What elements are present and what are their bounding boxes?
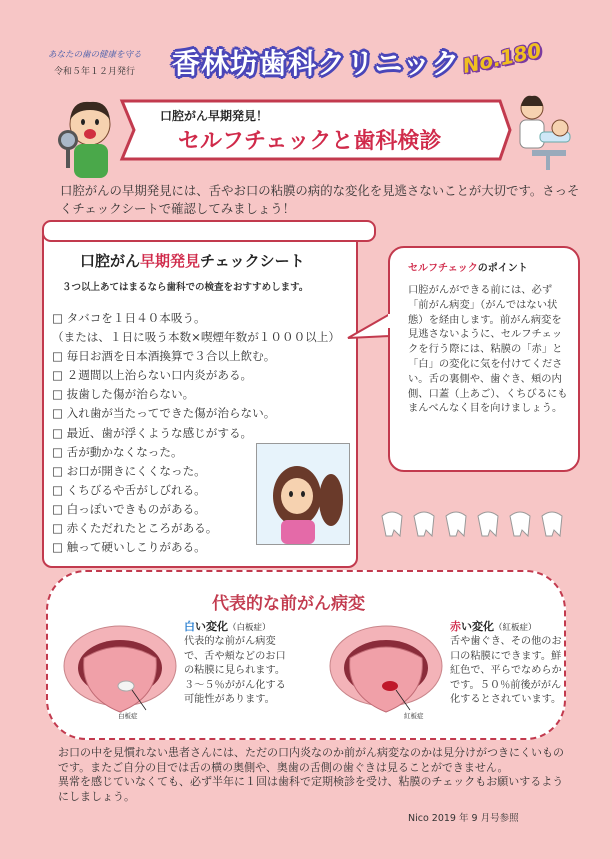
red-lesion-label: 紅板症 — [404, 712, 424, 720]
checklist-item: □ 最近、歯が浮くような感じがする。 — [52, 425, 253, 440]
checklist-item: □ 触って硬いしこりがある。 — [52, 540, 206, 555]
bubble-tail-cover — [384, 314, 394, 328]
scroll-roll — [42, 220, 376, 242]
red-head-rest: い変化 — [461, 620, 494, 633]
checklist-item: □ 白っぽいできものがある。 — [52, 501, 206, 516]
white-head-rest: い変化 — [195, 620, 228, 633]
clinic-name: 香林坊歯科クリニック — [172, 47, 461, 80]
closing-paragraph-2: 異常を感じていなくても、必ず半年に１回は歯科で定期検診を受け、粘膜のチェックもお願いするようにしましょう。 — [58, 775, 564, 803]
source-citation: Nico 2019 年 9 月号参照 — [408, 813, 519, 824]
tagline: あなたの歯の健康を守る — [48, 50, 142, 60]
dentist-illustration — [510, 92, 574, 172]
checklist-item: □ タバコを１日４０本吸う。 — [52, 311, 206, 325]
sheet-title-post: チェックシート — [200, 252, 305, 270]
checklist-item: □ 毎日お酒を日本酒換算で３合以上飲む。 — [52, 349, 276, 364]
red-head-color: 赤 — [450, 620, 461, 633]
white-change-heading — [184, 618, 271, 634]
checklist-item: □ くちびるや舌がしびれる。 — [52, 482, 206, 497]
white-head-sub: （白板症） — [228, 623, 271, 633]
checklist-item: □ 入れ歯が当たってできた傷が治らない。 — [52, 406, 276, 421]
issue-number-badge: No.180 — [460, 37, 544, 79]
intro-text: 口腔がんの早期発見には、舌やお口の粘膜の病的な変化を見逃さないことが大切です。さっそくチェックシートで確認してみましょう！ — [60, 183, 580, 216]
red-head-sub: （紅板症） — [494, 623, 537, 633]
red-change-heading — [450, 618, 537, 634]
self-check-title-red: セルフチェック — [408, 263, 478, 274]
lesions-title: 代表的な前がん病変 — [212, 594, 365, 614]
issue-date: 令和５年１２月発行 — [54, 67, 136, 77]
red-lesion-mouth-illustration — [326, 616, 446, 724]
closing-text — [58, 746, 570, 804]
checklist-item: □ 赤くただれたところがある。 — [52, 521, 218, 536]
banner-title: セルフチェックと歯科検診 — [178, 129, 442, 154]
checklist-item: □ 抜歯した傷が治らない。 — [52, 387, 195, 402]
sheet-title-highlight: 早期発見 — [140, 252, 201, 270]
self-check-text: 口腔がんができる前には、必ず「前がん病変」（がんではない状態）を経由します。前がん病変を見逃さないように、セルフチェックを行う際には、粘膜の「赤」と「白」の変化に気を付けてください。舌の裏側や、歯ぐき、頬の内側、口蓋（上あご）、くちびるにもまんべんなく目を向けましょう。 — [408, 284, 568, 415]
banner-subtitle: 口腔がん早期発見！ — [160, 109, 269, 123]
tooth-characters-row — [378, 508, 582, 540]
check-sheet-note: ３つ以上あてはまるなら歯科での検査をおすすめします。 — [62, 282, 309, 293]
closing-paragraph-1: お口の中を見慣れない患者さんには、ただの口内炎なのか前がん病変なのかは見分けがつきにくいものです。またご自分の目では舌の横の奥側や、奥歯の舌側の歯ぐきは見ることができません。 — [58, 746, 564, 774]
girl-mirror-icon — [257, 444, 349, 544]
checklist-item: □ お口が開きにくくなった。 — [52, 463, 206, 478]
white-lesion-mouth-illustration — [60, 616, 180, 724]
white-change-text: 代表的な前がん病変で、舌や頬などのお口の粘膜に見られます。３～５％ががん化する可能性があります。 — [184, 636, 286, 706]
white-head-color: 白 — [184, 620, 195, 633]
white-lesion-label: 白板症 — [118, 712, 138, 720]
boy-mirror-illustration — [50, 92, 118, 182]
self-check-title-black: のポイント — [477, 263, 528, 274]
sheet-title-pre: 口腔がん — [80, 252, 141, 270]
check-sheet-title — [80, 250, 305, 271]
checklist-item: （または、１日に吸う本数×喫煙年数が１０００以上） — [52, 330, 340, 345]
red-change-text: 舌や歯ぐき、その他のお口の粘膜にできます。鮮紅色で、平らでなめらかです。５０％前後ががん化するとされています。 — [450, 636, 562, 706]
mirror-illustration — [256, 443, 350, 545]
self-check-title — [408, 259, 528, 274]
checklist-item: □ 舌が動かなくなった。 — [52, 444, 183, 459]
checklist-item: □ ２週間以上治らない口内炎がある。 — [52, 368, 253, 383]
